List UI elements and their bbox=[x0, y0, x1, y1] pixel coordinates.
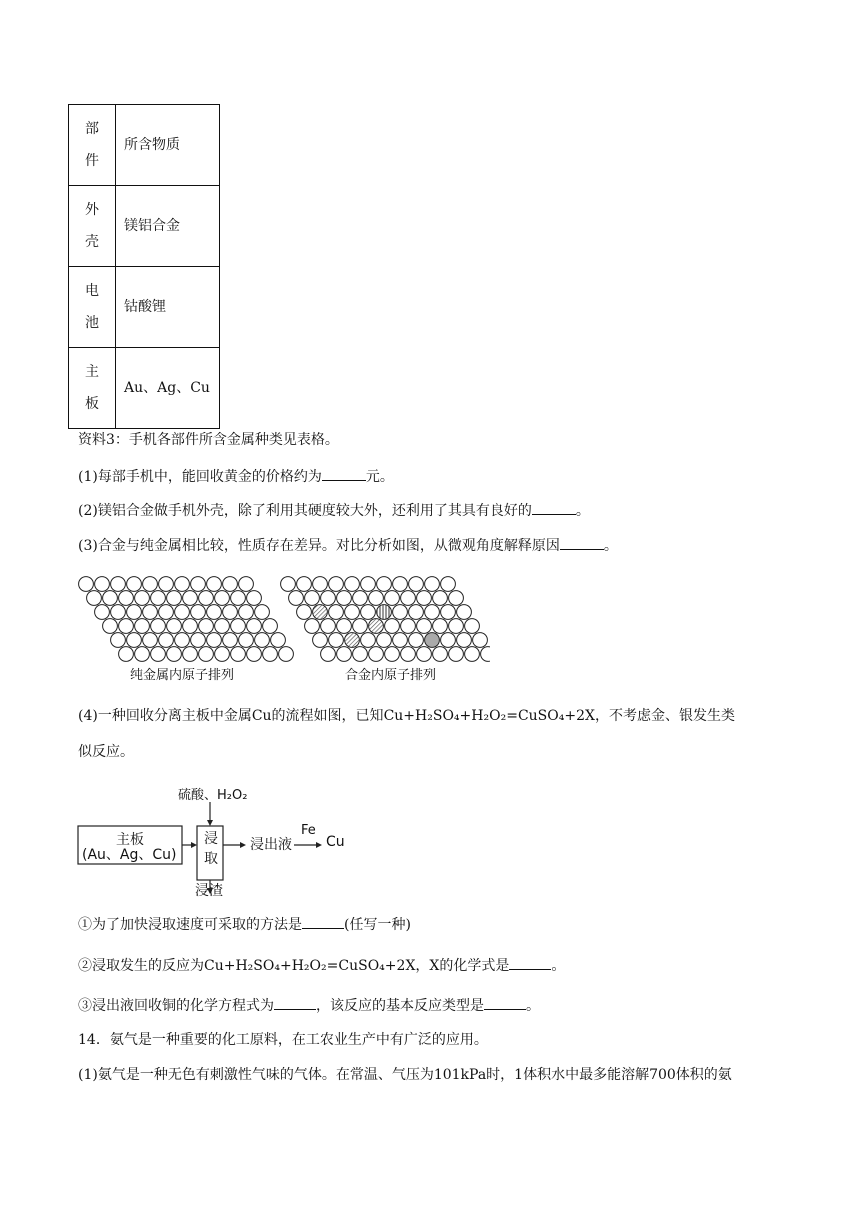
atom bbox=[191, 633, 206, 648]
atom bbox=[239, 577, 254, 592]
atom bbox=[183, 591, 198, 606]
answer-blank[interactable] bbox=[302, 914, 344, 929]
atom bbox=[353, 647, 368, 662]
atom bbox=[127, 605, 142, 620]
atom bbox=[425, 577, 440, 592]
table-row bbox=[69, 348, 220, 429]
atom bbox=[377, 577, 392, 592]
atom bbox=[175, 633, 190, 648]
table-cell-part: 外壳 bbox=[85, 202, 99, 250]
atom bbox=[239, 633, 254, 648]
atom bbox=[361, 577, 376, 592]
atom bbox=[199, 647, 214, 662]
liquid-label: 浸出液 bbox=[250, 837, 292, 853]
question-3: (3)合金与纯金属相比较，性质存在差异。对比分析如图，从微观角度解释原因 。 bbox=[78, 535, 618, 556]
table-header-part: 部件 bbox=[69, 105, 116, 186]
board-title: 主板 bbox=[116, 832, 144, 848]
atom bbox=[191, 605, 206, 620]
atom bbox=[441, 577, 456, 592]
atom bbox=[481, 647, 490, 662]
equation: Cu+H₂SO₄+H₂O₂=CuSO₄+2X bbox=[204, 958, 416, 974]
atom bbox=[191, 577, 206, 592]
atom bbox=[473, 633, 488, 648]
atom bbox=[337, 647, 352, 662]
atom bbox=[305, 591, 320, 606]
question-14-part-1: (1)氨气是一种无色有刺激性气味的气体。在常温、气压为101kPa时，1体积水中最多能溶解700体积的氨 bbox=[78, 1067, 732, 1083]
source3-text: 资料3：手机各部件所含金属种类见表格。 bbox=[78, 432, 339, 448]
atom bbox=[433, 647, 448, 662]
atom bbox=[465, 647, 480, 662]
atom bbox=[255, 605, 270, 620]
atom bbox=[263, 647, 278, 662]
atom bbox=[313, 605, 328, 620]
atom bbox=[409, 633, 424, 648]
atom bbox=[159, 577, 174, 592]
atom bbox=[441, 605, 456, 620]
atom bbox=[167, 619, 182, 634]
atom bbox=[135, 619, 150, 634]
atom bbox=[103, 619, 118, 634]
atom bbox=[135, 591, 150, 606]
atom bbox=[457, 605, 472, 620]
leach-label-2: 取 bbox=[204, 851, 218, 867]
atom bbox=[159, 605, 174, 620]
table-cell-contents: 钴酸锂 bbox=[116, 267, 220, 348]
atom bbox=[143, 633, 158, 648]
atom bbox=[119, 647, 134, 662]
atom bbox=[199, 619, 214, 634]
atom bbox=[417, 619, 432, 634]
atom bbox=[425, 633, 440, 648]
atom bbox=[231, 591, 246, 606]
table-cell-contents: Au、Ag、Cu bbox=[116, 348, 220, 429]
atom bbox=[313, 577, 328, 592]
atom bbox=[329, 633, 344, 648]
question-4-cont: 似反应。 bbox=[78, 744, 134, 760]
table-header-row bbox=[69, 105, 220, 186]
residue-label: 浸渣 bbox=[195, 883, 223, 899]
atom bbox=[207, 577, 222, 592]
atom bbox=[215, 591, 230, 606]
atom bbox=[87, 591, 102, 606]
atom bbox=[385, 591, 400, 606]
pure-metal-caption: 纯金属内原子排列 bbox=[130, 668, 235, 683]
atom bbox=[175, 577, 190, 592]
leach-label-1: 浸 bbox=[204, 831, 218, 847]
table-cell-contents: 镁铝合金 bbox=[116, 186, 220, 267]
atom bbox=[361, 605, 376, 620]
answer-blank[interactable] bbox=[484, 995, 526, 1010]
atom bbox=[167, 591, 182, 606]
atom bbox=[151, 647, 166, 662]
atom bbox=[385, 647, 400, 662]
atom bbox=[159, 633, 174, 648]
answer-blank[interactable] bbox=[322, 466, 366, 481]
table-row bbox=[69, 267, 220, 348]
atom bbox=[385, 619, 400, 634]
atom bbox=[345, 633, 360, 648]
atom bbox=[215, 619, 230, 634]
atom bbox=[329, 605, 344, 620]
atom bbox=[127, 577, 142, 592]
atom bbox=[247, 591, 262, 606]
atom bbox=[207, 605, 222, 620]
atom bbox=[337, 619, 352, 634]
atom bbox=[175, 605, 190, 620]
atom bbox=[393, 577, 408, 592]
table-header-contents: 所含物质 bbox=[116, 105, 220, 186]
atom bbox=[401, 647, 416, 662]
atom bbox=[409, 577, 424, 592]
question-4: (4)一种回收分离主板中金属Cu的流程如图，已知Cu+H₂SO₄+H₂O₂=CuSO₄+2X，不考虑金、银发生类 bbox=[78, 708, 735, 724]
atom bbox=[143, 605, 158, 620]
atom bbox=[215, 647, 230, 662]
atom bbox=[151, 591, 166, 606]
atom bbox=[263, 619, 278, 634]
atom bbox=[231, 619, 246, 634]
atom bbox=[449, 619, 464, 634]
atom bbox=[433, 591, 448, 606]
alloy-atoms bbox=[281, 577, 490, 662]
board-subtitle: (Au、Ag、Cu) bbox=[82, 847, 177, 863]
atom bbox=[79, 577, 94, 592]
atom bbox=[393, 633, 408, 648]
atom bbox=[297, 605, 312, 620]
answer-blank[interactable] bbox=[560, 535, 604, 550]
sub-question-1: ①为了加快浸取速度可采取的方法是 (任写一种) bbox=[78, 914, 411, 935]
atom bbox=[369, 647, 384, 662]
atom bbox=[329, 577, 344, 592]
reagent-label: 硫酸、H₂O₂ bbox=[178, 788, 248, 803]
fe-label: Fe bbox=[301, 823, 316, 838]
atom bbox=[465, 619, 480, 634]
atom bbox=[183, 647, 198, 662]
atom bbox=[199, 591, 214, 606]
atom bbox=[95, 605, 110, 620]
atom bbox=[361, 633, 376, 648]
sub-question-3: ③浸出液回收铜的化学方程式为 ，该反应的基本反应类型是 。 bbox=[78, 995, 540, 1016]
atom bbox=[297, 577, 312, 592]
atom bbox=[231, 647, 246, 662]
atom bbox=[111, 577, 126, 592]
atom bbox=[135, 647, 150, 662]
atom bbox=[369, 619, 384, 634]
atom bbox=[95, 577, 110, 592]
atom bbox=[111, 633, 126, 648]
question-14: 14．氨气是一种重要的化工原料，在工农业生产中有广泛的应用。 bbox=[78, 1032, 488, 1048]
atom bbox=[255, 633, 270, 648]
atom bbox=[223, 577, 238, 592]
table-cell-part: 主板 bbox=[85, 364, 99, 412]
atom bbox=[223, 605, 238, 620]
equation: Cu+H₂SO₄+H₂O₂=CuSO₄+2X bbox=[383, 708, 595, 724]
answer-blank[interactable] bbox=[532, 500, 576, 515]
atom bbox=[353, 591, 368, 606]
atom bbox=[433, 619, 448, 634]
atom bbox=[425, 605, 440, 620]
atom bbox=[369, 591, 384, 606]
table-row bbox=[69, 186, 220, 267]
atom bbox=[305, 619, 320, 634]
atom bbox=[183, 619, 198, 634]
atom bbox=[313, 633, 328, 648]
atom bbox=[409, 605, 424, 620]
atom bbox=[393, 605, 408, 620]
atom bbox=[417, 647, 432, 662]
atom bbox=[353, 619, 368, 634]
parts-table bbox=[68, 104, 220, 429]
sub-question-2: ②浸取发生的反应为Cu+H₂SO₄+H₂O₂=CuSO₄+2X，X的化学式是 。 bbox=[78, 955, 565, 976]
atom bbox=[207, 633, 222, 648]
atom bbox=[417, 591, 432, 606]
atom bbox=[127, 633, 142, 648]
atom bbox=[449, 647, 464, 662]
atom bbox=[321, 619, 336, 634]
alloy-caption: 合金内原子排列 bbox=[345, 668, 437, 683]
atom bbox=[401, 591, 416, 606]
atom bbox=[321, 591, 336, 606]
atom bbox=[281, 577, 296, 592]
atom bbox=[289, 591, 304, 606]
atom bbox=[103, 591, 118, 606]
atom bbox=[279, 647, 294, 662]
atom bbox=[119, 591, 134, 606]
atom bbox=[377, 605, 392, 620]
question-1: (1)每部手机中，能回收黄金的价格约为 元。 bbox=[78, 466, 394, 487]
atom bbox=[345, 577, 360, 592]
atom bbox=[111, 605, 126, 620]
atom bbox=[247, 619, 262, 634]
atom bbox=[377, 633, 392, 648]
atom bbox=[401, 619, 416, 634]
atom bbox=[151, 619, 166, 634]
atom bbox=[441, 633, 456, 648]
atom bbox=[271, 633, 286, 648]
atom bbox=[337, 591, 352, 606]
atom bbox=[223, 633, 238, 648]
atom bbox=[167, 647, 182, 662]
cu-label: Cu bbox=[326, 834, 345, 850]
question-2: (2)镁铝合金做手机外壳，除了利用其硬度较大外，还利用了其具有良好的 。 bbox=[78, 500, 590, 521]
atom bbox=[143, 577, 158, 592]
atom bbox=[449, 591, 464, 606]
table-cell-part: 电池 bbox=[85, 283, 99, 331]
atom bbox=[119, 619, 134, 634]
atom bbox=[239, 605, 254, 620]
answer-blank[interactable] bbox=[274, 995, 316, 1010]
pure-metal-atoms bbox=[79, 577, 294, 662]
atom bbox=[345, 605, 360, 620]
answer-blank[interactable] bbox=[509, 955, 551, 970]
atom bbox=[247, 647, 262, 662]
atom bbox=[321, 647, 336, 662]
atom bbox=[457, 633, 472, 648]
